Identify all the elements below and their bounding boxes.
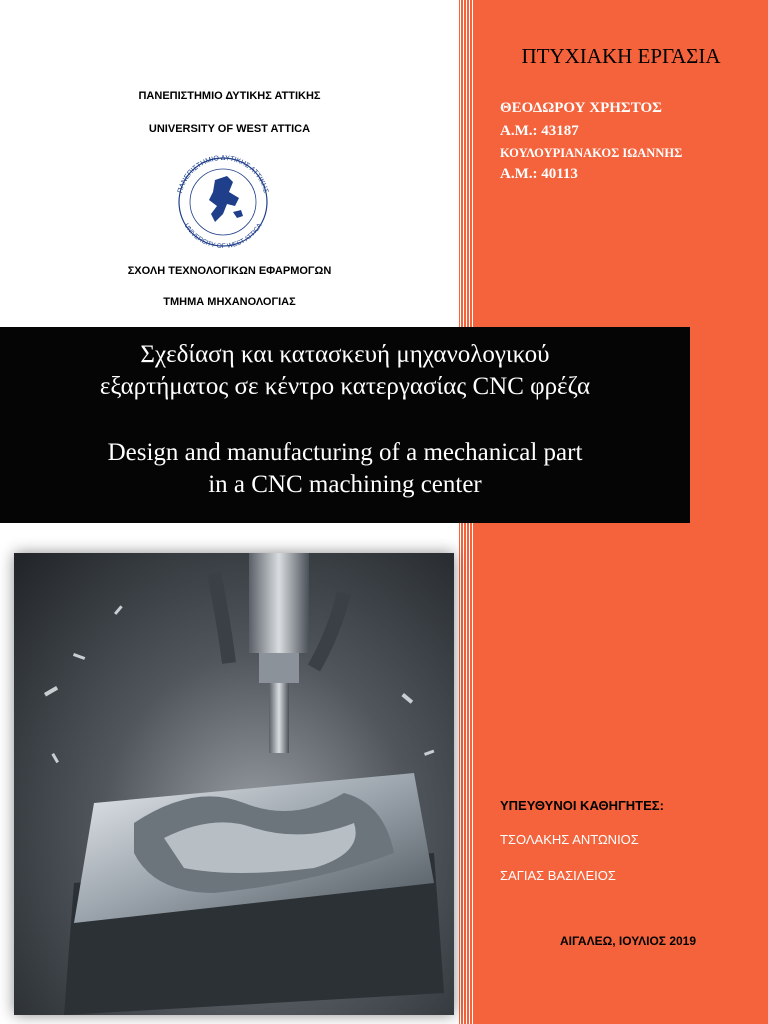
cnc-photo-illustration bbox=[14, 553, 454, 1015]
thesis-title-greek: Σχεδίαση και κατασκευή μηχανολογικού εξαρτήματος σε κέντρο κατεργασίας CNC φρέζα bbox=[99, 341, 591, 400]
svg-text:UNIVERSITY OF WEST ATTICA: UNIVERSITY OF WEST ATTICA bbox=[182, 222, 264, 248]
author-2-id: Α.Μ.: 40113 bbox=[500, 166, 578, 182]
supervisors-label: ΥΠΕΥΘΥΝΟΙ ΚΑΘΗΓΗΤΕΣ: bbox=[500, 798, 664, 813]
school-name: ΣΧΟΛΗ ΤΕΧΝΟΛΟΓΙΚΩΝ ΕΦΑΡΜΟΓΩΝ bbox=[127, 265, 332, 277]
title-band bbox=[0, 327, 690, 523]
author-2-name: ΚΟΥΛΟΥΡΙΑΝΑΚΟΣ ΙΩΑΝΝΗΣ bbox=[500, 146, 683, 160]
university-name-gr: ΠΑΝΕΠΙΣΤΗΜΙΟ ΔΥΤΙΚΗΣ ΑΤΤΙΚΗΣ bbox=[138, 90, 321, 102]
thesis-title-english: Design and manufacturing of a mechanical part in a CNC machining center bbox=[107, 439, 583, 498]
department-name: ΤΜΗΜΑ ΜΗΧΑΝΟΛΟΓΙΑΣ bbox=[163, 296, 296, 308]
place-date: ΑΙΓΑΛΕΩ, ΙΟΥΛΙΟΣ 2019 bbox=[560, 934, 697, 948]
university-seal-logo bbox=[167, 152, 279, 248]
thesis-type: ΠΤΥΧΙΑΚΗ ΕΡΓΑΣΙΑ bbox=[521, 44, 721, 68]
svg-text:ΠΑΝΕΠΙΣΤΗΜΙΟ ΔΥΤΙΚΗΣ ΑΤΤΙΚΗΣ: ΠΑΝΕΠΙΣΤΗΜΙΟ ΔΥΤΙΚΗΣ ΑΤΤΙΚΗΣ bbox=[176, 154, 270, 194]
supervisor-2: ΣΑΓΙΑΣ ΒΑΣΙΛΕΙΟΣ bbox=[500, 868, 616, 883]
supervisor-1: ΤΣΟΛΑΚΗΣ ΑΝΤΩΝΙΟΣ bbox=[500, 832, 639, 847]
university-name-en: UNIVERSITY OF WEST ATTICA bbox=[148, 123, 311, 135]
cnc-milling-photo bbox=[14, 553, 454, 1015]
author-1-id: Α.Μ.: 43187 bbox=[500, 123, 579, 139]
author-1-name: ΘΕΟΔΩΡΟΥ ΧΡΗΣΤΟΣ bbox=[500, 100, 662, 116]
